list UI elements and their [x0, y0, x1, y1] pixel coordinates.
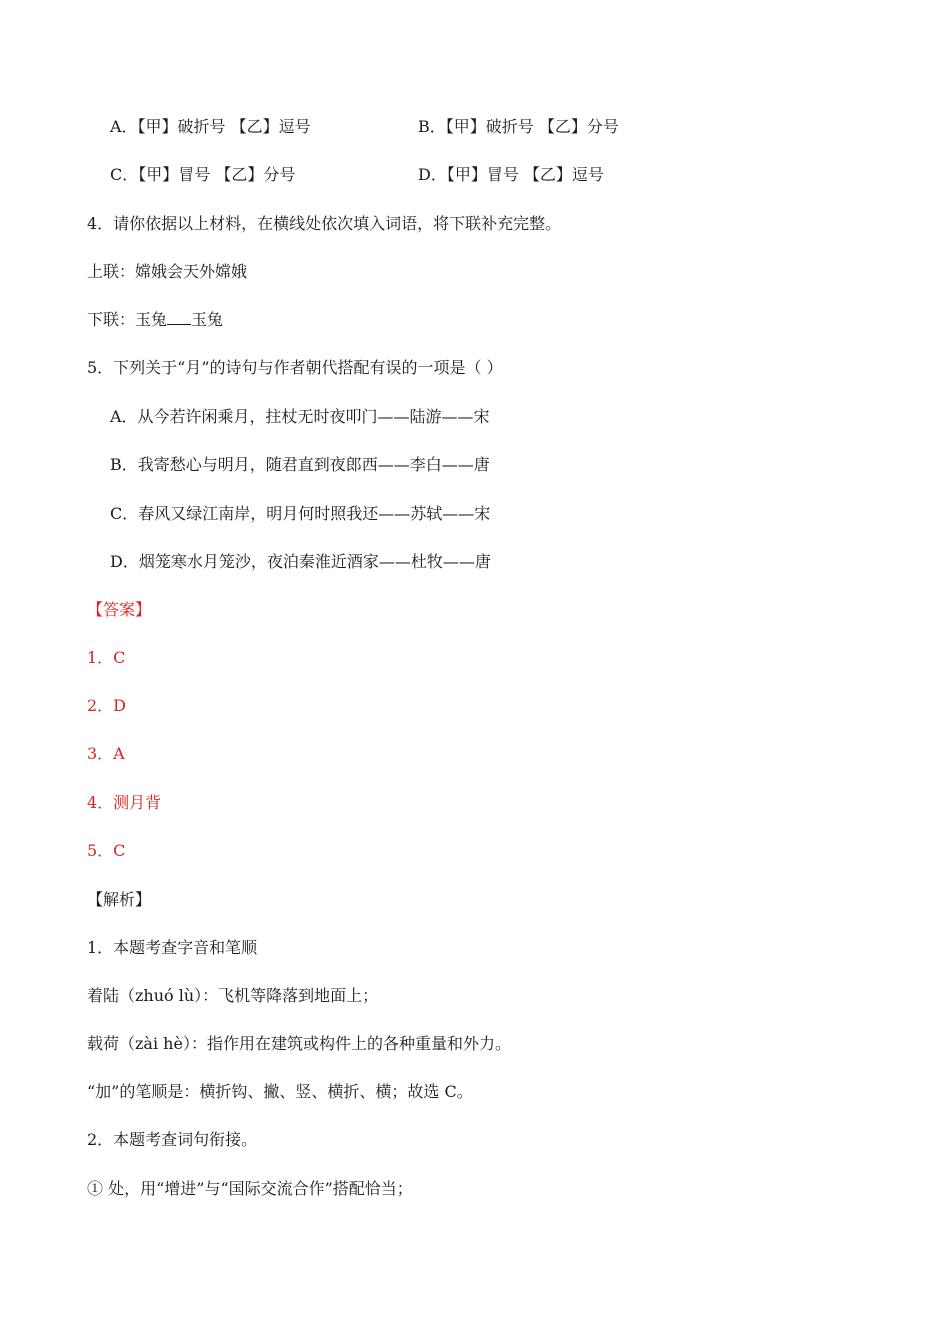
analysis-line: 着陆（zhuó lù）：飞机等降落到地面上；	[87, 986, 379, 1005]
analysis-line: 载荷（zài hè）：指作用在建筑或构件上的各种重量和外力。	[87, 1034, 511, 1053]
q4-lower-couplet	[87, 310, 223, 330]
q3-option-a: A．【甲】破折号 【乙】逗号	[110, 117, 311, 136]
answer-heading: 【答案】	[87, 600, 152, 619]
q3-option-d: D．【甲】冒号 【乙】逗号	[418, 165, 604, 184]
analysis-line: ① 处，用“增进”与“国际交流合作”搭配恰当；	[87, 1179, 413, 1198]
analysis-line: 2．本题考查词句衔接。	[87, 1130, 258, 1149]
fill-blank	[167, 310, 191, 325]
answer-item: 1．C	[87, 648, 126, 667]
answer-item: 5．C	[87, 841, 126, 860]
q3-option-c: C．【甲】冒号 【乙】分号	[110, 165, 296, 184]
q5-option-a: A．从今若许闲乘月，拄杖无时夜叩门——陆游——宋	[110, 407, 490, 426]
answer-item: 4．测月背	[87, 793, 162, 812]
q5-option-b: B．我寄愁心与明月，随君直到夜郎西——李白——唐	[110, 455, 490, 474]
analysis-line: “加”的笔顺是：横折钩、撇、竖、横折、横；故选 C。	[87, 1082, 473, 1101]
q3-option-b: B．【甲】破折号 【乙】分号	[418, 117, 619, 136]
q4-lower-prefix: 下联：玉兔	[87, 310, 168, 329]
q4-upper-couplet: 上联：嫦娥会天外嫦娥	[87, 262, 248, 281]
analysis-heading: 【解析】	[87, 890, 152, 909]
q4-lower-suffix: 玉兔	[191, 310, 224, 329]
analysis-line: 1．本题考查字音和笔顺	[87, 938, 258, 957]
q5-stem: 5．下列关于“月”的诗句与作者朝代搭配有误的一项是（ ）	[87, 358, 503, 377]
answer-item: 3．A	[87, 744, 125, 763]
answer-item: 2．D	[87, 696, 127, 715]
q4-stem: 4．请你依据以上材料，在横线处依次填入词语，将下联补充完整。	[87, 214, 562, 233]
q5-option-c: C．春风又绿江南岸，明月何时照我还——苏轼——宋	[110, 504, 491, 523]
q5-option-d: D．烟笼寒水月笼沙，夜泊秦淮近酒家——杜牧——唐	[110, 552, 491, 571]
